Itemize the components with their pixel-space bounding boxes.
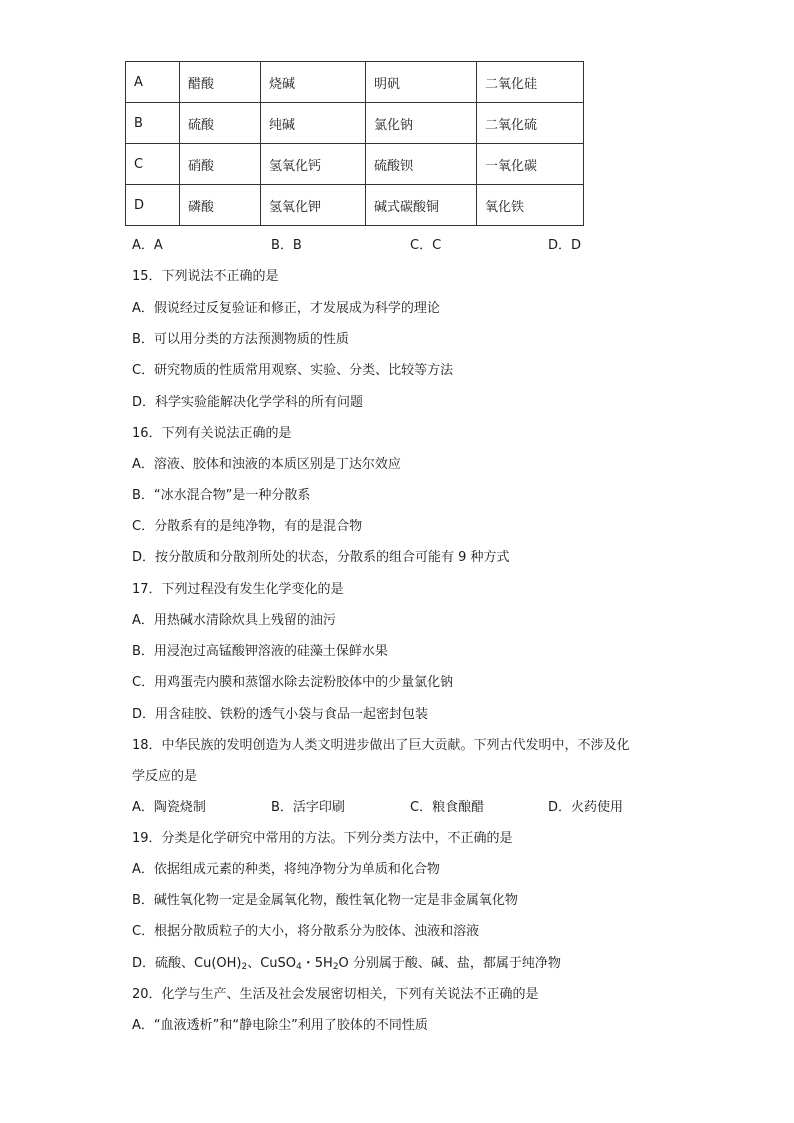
q18-stem-line1: 18．中华民族的发明创造为人类文明进步做出了巨大贡献。下列古代发明中，不涉及化 bbox=[132, 738, 630, 753]
q19-option-d-text: O 分别属于酸、碱、盐，都属于纯净物 bbox=[338, 956, 561, 971]
q18-stem-line2: 学反应的是 bbox=[132, 769, 198, 784]
table-row bbox=[126, 185, 584, 226]
q17-option-a: A．用热碱水清除炊具上残留的油污 bbox=[132, 613, 336, 628]
q17-option-d: D．用含硅胶、铁粉的透气小袋与食品一起密封包装 bbox=[132, 707, 429, 722]
options-table bbox=[125, 61, 584, 226]
table-cell: 二氧化硅 bbox=[477, 62, 584, 103]
q17-stem: 17．下列过程没有发生化学变化的是 bbox=[132, 582, 344, 597]
q20-stem: 20．化学与生产、生活及社会发展密切相关，下列有关说法不正确的是 bbox=[132, 987, 539, 1002]
q19-stem: 19．分类是化学研究中常用的方法。下列分类方法中，不正确的是 bbox=[132, 831, 513, 846]
table-cell: 氢氧化钙 bbox=[261, 144, 366, 185]
q15-option-d: D．科学实验能解决化学学科的所有问题 bbox=[132, 395, 364, 410]
q14-choice-d: D．D bbox=[548, 238, 582, 253]
q19-option-d-text: D．硫酸、Cu(OH) bbox=[132, 956, 242, 971]
q15-stem: 15．下列说法不正确的是 bbox=[132, 269, 279, 284]
q17-option-b: B．用浸泡过高锰酸钾溶液的硅藻土保鲜水果 bbox=[132, 644, 388, 659]
q17-option-c: C．用鸡蛋壳内膜和蒸馏水除去淀粉胶体中的少量氯化钠 bbox=[132, 675, 454, 690]
q14-choice-b: B．B bbox=[271, 238, 302, 253]
q18-choice-b: B．活字印刷 bbox=[271, 800, 345, 815]
table-row bbox=[126, 62, 584, 103]
q18-choice-a: A．陶瓷烧制 bbox=[132, 800, 206, 815]
q16-option-d: D．按分散质和分散剂所处的状态，分散系的组合可能有 9 种方式 bbox=[132, 550, 510, 565]
q15-option-c: C．研究物质的性质常用观察、实验、分类、比较等方法 bbox=[132, 363, 454, 378]
q18-choice-d: D．火药使用 bbox=[548, 800, 624, 815]
table-cell: B bbox=[126, 103, 180, 144]
table-cell: 碱式碳酸铜 bbox=[366, 185, 477, 226]
q16-option-c: C．分散系有的是纯净物，有的是混合物 bbox=[132, 519, 363, 534]
table-cell: D bbox=[126, 185, 180, 226]
q16-option-b: B．“冰水混合物”是一种分散系 bbox=[132, 488, 311, 503]
table-row bbox=[126, 144, 584, 185]
table-cell: 氧化铁 bbox=[477, 185, 584, 226]
table-cell: 氢氧化钾 bbox=[261, 185, 366, 226]
table-cell: 明矾 bbox=[366, 62, 477, 103]
table-cell: 硝酸 bbox=[180, 144, 261, 185]
q16-option-a: A．溶液、胶体和浊液的本质区别是丁达尔效应 bbox=[132, 457, 401, 472]
subscript: 4 bbox=[296, 962, 302, 972]
table-cell: 醋酸 bbox=[180, 62, 261, 103]
q19-option-a: A．依据组成元素的种类，将纯净物分为单质和化合物 bbox=[132, 862, 440, 877]
q15-option-b: B．可以用分类的方法预测物质的性质 bbox=[132, 332, 349, 347]
q18-choice-c: C．粮食酿醋 bbox=[410, 800, 485, 815]
table-cell: 氯化钠 bbox=[366, 103, 477, 144]
q19-option-d-text: ・5H bbox=[301, 956, 333, 971]
q14-choice-c: C．C bbox=[410, 238, 442, 253]
q19-option-d-text: 、CuSO bbox=[247, 956, 297, 971]
table-cell: 硫酸 bbox=[180, 103, 261, 144]
q19-option-d bbox=[132, 956, 561, 975]
subscript: 2 bbox=[241, 962, 248, 972]
q16-stem: 16．下列有关说法正确的是 bbox=[132, 426, 292, 441]
table-cell: 硫酸钡 bbox=[366, 144, 477, 185]
table-cell: 烧碱 bbox=[261, 62, 366, 103]
table-cell: A bbox=[126, 62, 180, 103]
q15-option-a: A．假说经过反复验证和修正，才发展成为科学的理论 bbox=[132, 301, 440, 316]
table-cell: 二氧化硫 bbox=[477, 103, 584, 144]
subscript: 2 bbox=[332, 962, 339, 972]
q19-option-b: B．碱性氧化物一定是金属氧化物，酸性氧化物一定是非金属氧化物 bbox=[132, 893, 518, 908]
q19-option-c: C．根据分散质粒子的大小，将分散系分为胶体、浊液和溶液 bbox=[132, 924, 480, 939]
table-row bbox=[126, 103, 584, 144]
table-cell: 磷酸 bbox=[180, 185, 261, 226]
table-cell: 一氧化碳 bbox=[477, 144, 584, 185]
q20-option-a: A．“血液透析”和“静电除尘”利用了胶体的不同性质 bbox=[132, 1018, 428, 1033]
table-cell: 纯碱 bbox=[261, 103, 366, 144]
q14-choice-a: A．A bbox=[132, 238, 163, 253]
table-cell: C bbox=[126, 144, 180, 185]
